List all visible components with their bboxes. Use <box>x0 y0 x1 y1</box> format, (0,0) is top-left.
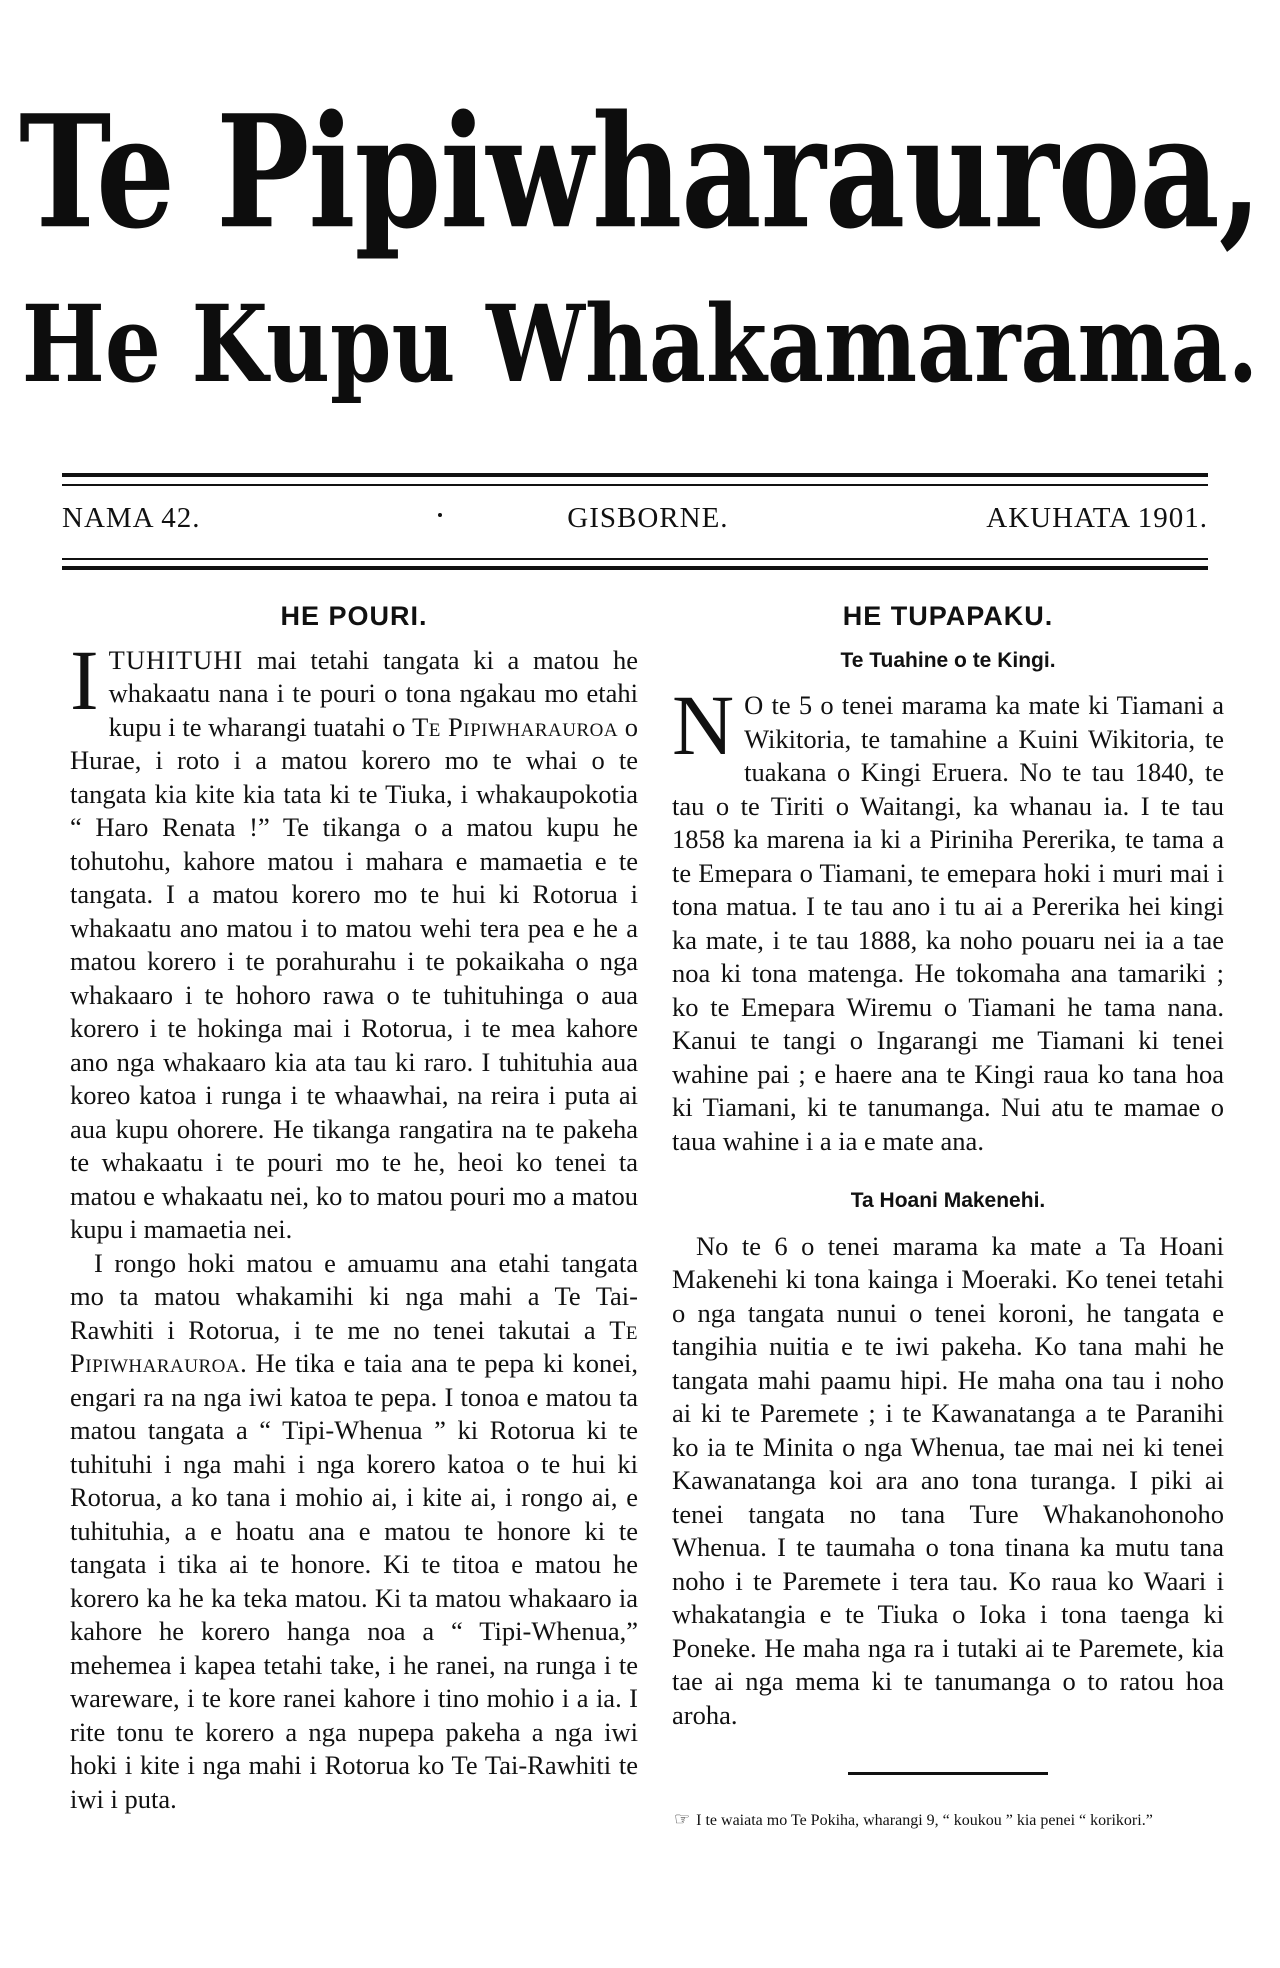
divider-rule <box>848 1772 1048 1775</box>
article-paragraph: No te 6 o tenei marama ka mate a Ta Hoani Makenehi ki tona kainga i Moeraki. Ko tenei tetahi o nga tangata nunui o tenei koroni, he tangata e tangihia nuitia e te iwi pakeha. Ko tana mahi he tangata mahi paamu hipi. He maha ona tau i noho ai ki te Paremete ; i te Kawanatanga a te Paranihi ko ia te Minita o nga Whenua, tae mai nei ki tenei Kawanatanga koi ara ano tona turanga. I piki ai tenei tangata no tana Ture Whakanohonoho Whenua. I te taumaha o tona tinana ka mutu tana noho i te Paremete i tera tau. Ko raua ko Waari i whakatangia e te Tiuka o Ioka i tona taenga ki Poneke. He maha nga ra i tutaki ai te Paremete, kia tae ai nga mema ki te tanumanga o to ratou hoa aroha. <box>672 1230 1224 1730</box>
article-heading-he-pouri: HE POURI. <box>280 601 428 631</box>
subheading-ta-hoani: Ta Hoani Makenehi. <box>850 1189 1046 1212</box>
bottom-rule-thick <box>62 566 1208 570</box>
masthead <box>0 80 1280 407</box>
article-paragraph <box>70 631 639 1247</box>
separator-dot <box>438 513 442 517</box>
article-heading-he-tupapaku: HE TUPAPAKU. <box>842 601 1054 631</box>
newspaper-subtitle: He Kupu Whakamarama. <box>21 281 1259 407</box>
article-paragraph <box>672 677 1224 1158</box>
top-rule-thin <box>62 484 1208 486</box>
paper-name: Te Pipiwharauroa <box>412 711 619 742</box>
paragraph-text: I rongo hoki matou e amuamu ana etahi tangata mo ta matou whakamihi ki nga mahi a Te Tai-Rawhiti i Rotorua, i te me no tenei takutai a <box>70 1247 638 1345</box>
paragraph-text: . He tika e taia ana te pepa ki konei, engari ra na nga iwi katoa te pepa. I tonoa e matou ta matou tangata a “ Tipi-Whenua ” ki Rotorua ki te tuhituhi i nga mahi i nga korero katoa o te hui ki Rotorua, a ko tana i mohio ai, i kite ai, i rongo ai, e tuhituhia, a e hoatu ana e matou te honore ki te tangata i tika ai te honore. Ki te titoa e matou he korero ka he ka teka matou. Ki ta matou whakaaro ia kahore he korero hanga noa a “ Tipi-Whenua,” mehemea i kapea tetahi take, i he ranei, na runga i te wareware, i te kore ranei kahore i tino mohio i a ia. I rite tonu te korero a nga nupepa pakeha a nga iwi hoki i kite i nga mahi i Rotorua ko Te Tai-Rawhiti te iwi i puta. <box>70 1348 638 1814</box>
article-paragraph <box>70 1247 638 1817</box>
paragraph-text: mai tetahi tangata ki a matou he whakaatu nana i te pouri o tona ngakau mo etahi kupu i te wharangi tuatahi o <box>108 644 638 742</box>
drop-cap: I <box>70 631 99 728</box>
issue-info-line <box>62 496 1208 546</box>
newspaper-title: Te Pipiwharauroa, <box>19 82 1261 264</box>
bottom-rule-thin <box>62 558 1208 560</box>
footnote-text: I te waiata mo Te Pokiha, wharangi 9, “ koukou ” kia penei “ korikori.” <box>696 1812 1153 1829</box>
issue-place: GISBORNE. <box>567 502 729 534</box>
left-column <box>70 600 638 1816</box>
issue-date: AKUHATA 1901. <box>986 502 1208 534</box>
paper-name: Te Pipiwharauroa <box>70 1314 638 1378</box>
top-rule-thick <box>62 473 1208 477</box>
paragraph-text: O te 5 o tenei marama ka mate ki Tiamani a Wikitoria, te tamahine a Kuini Wikitoria, te tuakana o Kingi Eruera. No te tau 1840, te tau o te Tiriti o Waitangi, ka whanau ia. I te tau 1858 ka marena ia ki a Piriniha Pererika, te tama a te Emepara o Tiamani, te emepara hoki i muri mai i tona matua. I te tau ano i tu ai a Pererika hei kingi ka mate, i te tau 1888, ka noho pouaru nei ia a tae noa ki tona matenga. He tokomaha ana tamariki ; ko te Emepara Wiremu o Tiamani he tama nana. Kanui te tangi o Ingarangi me Tiamani ki tenei wahine pai ; e haere ana te Kingi raua ko tana hoa ki Tiamani, ki te tanumanga. Nui atu te mamae o taua wahine i a ia e mate ana. <box>672 690 1224 1156</box>
first-word: TUHITUHI <box>108 644 244 675</box>
drop-cap: N <box>672 677 735 773</box>
spacer <box>672 1158 1224 1184</box>
issue-number: NAMA 42. <box>62 502 201 534</box>
paragraph-text: o Hurae, i roto i a matou korero mo te whai o te tangata kia kite kia tata ki te Tiuka, i whakaupokotia “ Haro Renata !” Te tikanga o a matou kupu he tohutohu, kahore matou i mahara e mamaetia e te tangata. I a matou korero mo te hui ki Rotorua i whakaatu ano matou i to matou wehi tera pea e he a matou korero i te porahurahu i te pokaikaha o nga whakaaro i te hohoro rawa o te tuhituhinga o aua korero i te hokinga mai i Rotorua, i te mea kahore ano nga whakaaro kia ata tau ki raro. I tuhituhia aua koreo katoa i runga i te whaawhai, na reira i puta ai aua kupu ohorere. He tikanga rangatira na te pakeha te whakaatu i te pouri mo te he, heoi ko tenei ta matou e whakaatu nei, ko to matou pouri mo a matou kupu i mamaetia nei. <box>70 711 639 1244</box>
right-column <box>672 600 1224 1831</box>
subheading-te-tuahine: Te Tuahine o te Kingi. <box>840 648 1056 672</box>
pointing-hand-icon: ☞ <box>674 1809 691 1829</box>
footnote <box>672 1809 1224 1831</box>
